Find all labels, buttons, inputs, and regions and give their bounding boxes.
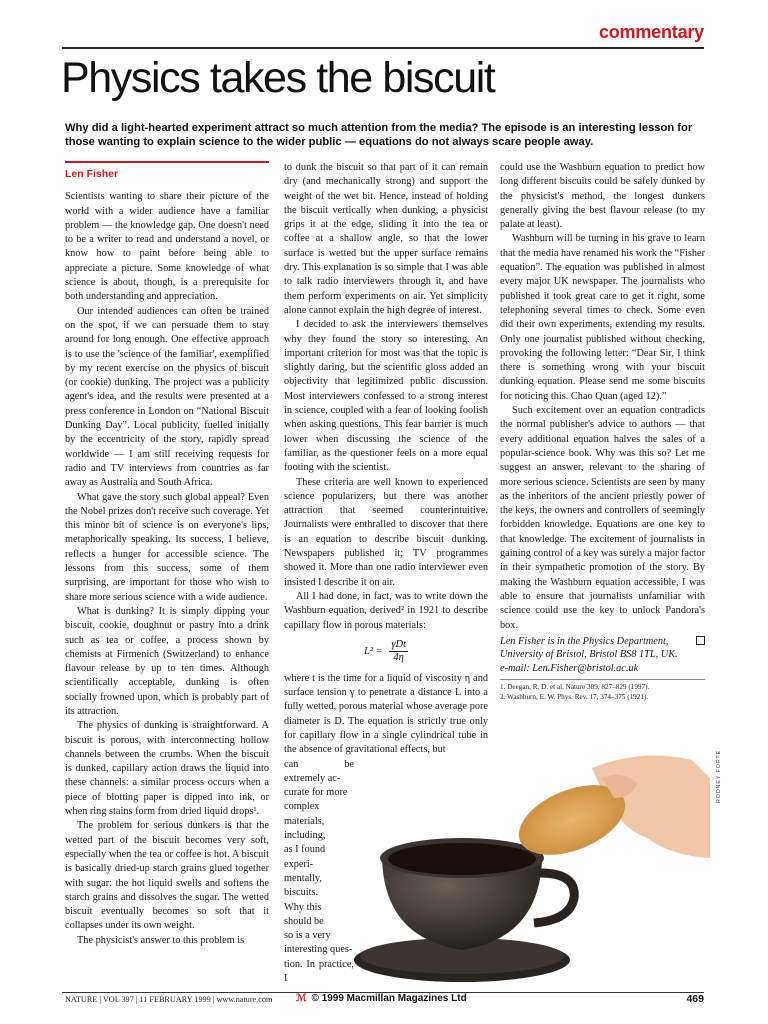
paragraph: could use the Washburn equation to predict how long different biscuits could be safely dunked by the physicist's method, the longest dunkers generally giving the best flavour release (to my palate at least). (500, 162, 705, 231)
reference-item: 2. Washburn, E. W. Phys. Rev. 17, 374–375 (1921). (500, 692, 649, 701)
wrap-line: tion. In practice, I (284, 958, 354, 985)
page-number: 469 (686, 993, 704, 1005)
paragraph: The physics of dunking is straightforward. A biscuit is porous, with interconnecting hollow channels between the crumbs. When the biscuit is dunked, capillary action draws the liquid into these channels: a similar process occurs when a piece of blotting paper is dipped into ink, or when ring stains form from dried liquid drops¹. (65, 720, 269, 818)
reference-item: 1. Deegan, R. D. et al. Nature 389, 827–829 (1997). (500, 683, 650, 692)
copyright (296, 993, 467, 1004)
author-email[interactable]: e-mail: Len.Fisher@bristol.ac.uk (500, 662, 639, 674)
paragraph: What is dunking? It is simply dipping your biscuit, cookie, doughnut or pastry into a drink such as tea or coffee, a process shown by chemists at Firmenich (Switzerland) to enhance flavour release by up to ten times. Although scientifically acceptable, dunking is often socially frowned upon, which is probably part of its attraction. (65, 605, 269, 717)
references (500, 679, 705, 702)
paragraph: to dunk the biscuit so that part of it can remain dry (and mechanically strong) and support the weight of the wet bit. Hence, instead of holding the biscuit vertically when dunking, a physicist grips it at the edge, sliding it into the tea or coffee at a shallow angle, so that the lower surface is wetted but the upper surface remains dry. This explanation is so simple that I was able to talk radio interviewers through it, and have them perform experiments on air. Yet simplicity alone cannot explain the high degree of interest. (284, 162, 488, 316)
equation-fraction (389, 639, 408, 664)
equation-numerator: γDt (391, 638, 406, 650)
article-title: Physics takes the biscuit (61, 54, 495, 102)
affiliation-line: Len Fisher is in the Physics Department, (500, 635, 669, 647)
column-3 (500, 161, 705, 702)
wrap-line: curate for more (284, 787, 348, 799)
paragraph: The physicist's answer to this problem is (77, 934, 245, 946)
copyright-text: © 1999 Macmillan Magazines Ltd (311, 993, 467, 1004)
wrap-line: should be (284, 915, 324, 927)
equation-lhs: L² = (364, 645, 383, 657)
author-name: Len Fisher (65, 168, 119, 180)
journal-info: NATURE | VOL 397 | 11 FEBRUARY 1999 | www.nature.com (65, 995, 273, 1004)
standfirst: Why did a light-hearted experiment attract so much attention from the media? The episode is an interesting lesson for those wanting to explain science to the wider public — equations do not always scare people away. (65, 122, 693, 148)
section-label: commentary (598, 22, 704, 42)
wrap-line: experi- (284, 858, 314, 870)
biscuit-dunking-photo (352, 738, 712, 986)
wrap-line: Why this (284, 901, 322, 913)
wrap-line: complex (284, 801, 320, 813)
paragraph: All I had done, in fact, was to write down the Washburn equation, derived² in 1921 to describe capillary flow in porous materials: (284, 590, 488, 631)
column-1 (65, 161, 269, 948)
wrap-line: materials, (284, 815, 325, 827)
wrap-line: including, (284, 830, 326, 842)
wrap-line: mentally, (284, 872, 322, 884)
wrap-line: so is a very (284, 930, 331, 942)
photo-credit: RODNEY FORTE (716, 750, 722, 804)
wrap-line: biscuits. (284, 887, 319, 899)
wrap-line: interesting ques- (284, 944, 353, 956)
paragraph: Scientists wanting to share their picture of the world with a wider audience have a familiar problem — the knowledge gap. One doesn't need to be a writer to read and understand a novel, or know how to paint before being able to appreciate a picture. Some knowledge of what science is about, though, is a prerequisite for both understanding and appreciation. (65, 191, 269, 303)
paragraph: What gave the story such global appeal? Even the Nobel prizes don't receive such coverage. Yet this minor bit of science is on everyone's lips, metaphorically speaking. Its success, I believe, reflects a hunger for accessible science. The lessons from this success, some of them surprising, are important for those who wish to share more serious science with a wide audience. (65, 491, 269, 603)
coffee-surface (388, 843, 536, 875)
affiliation-line: University of Bristol, Bristol BS8 1TL, UK. (500, 649, 678, 661)
top-rule (62, 47, 704, 49)
paragraph: where t is the time for a liquid of viscosity η and surface tension γ to penetrate a distance L into a fully wetted, porous material whose average pore diameter is D. The equation is strictly true only for capillary flow in a single cylindrical tube in the absence of gravitational effects, but (284, 672, 488, 756)
washburn-equation (284, 639, 488, 664)
wrap-line: can be extremely ac- (284, 758, 354, 784)
paragraph: Such excitement over an equation contradicts the normal publisher's advice to authors — that every additional equation halves the sales of a popular-science book. Why was this so? Let me suggest an answer, relevant to the sharing of more serious science. Scientists are seen by many as the inheritors of the ancient priestly power of the keys, the owners and controllers of seemingly forbidden knowledge. Equations are one key to that knowledge. The excitement of journalists in gaining control of a key was surely a major factor in their sympathetic promotion of the story. By making the Washburn equation accessible, I was able to ensure that journalists unfamiliar with science could use the key to unlock Pandora's box. (500, 405, 706, 631)
paragraph: Our intended audiences can often be trained on the spot, if we can persuade them to stay around for long enough. One effective approach is to use the 'science of the familiar', exemplified by my recent exercise on the physics of biscuit (or cookie) dunking. The project was a publicity agent's idea, and the results were presented at a press conference in London on “National Biscuit Dunking Day”. Local publicity, fuelled initially by the eccentricity of the story, rapidly spread worldwide — I am still receiving requests for radio and TV interviews from countries as far away as Australia and South Africa. (65, 305, 269, 489)
equation-denominator: 4η (393, 651, 404, 663)
author-affiliation (500, 635, 705, 676)
cup-handle (534, 873, 574, 923)
paragraph: The problem for serious dunkers is that the wetted part of the biscuit becomes very soft, especially when the tea or coffee is hot. A biscuit is basically dried-up starch grains glued together with sugar: the hot liquid swells and softens the starch grains and dissolves the sugar. The wetted biscuit eventually becomes so soft that it collapses under its own weight. (65, 820, 269, 932)
wrap-line: as I found (284, 844, 326, 856)
end-mark-icon (696, 636, 705, 645)
paragraph: Washburn will be turning in his grave to learn that the media have renamed his work the “Fisher equation”. The equation was published in almost every major UK newspaper. The journalists who published it took great care to get it right, some telephoning several times to check. Some even did their own experiments, extending my results. Only one journalist published without checking, provoking the following letter: “Dear Sir, I think there is something wrong with your biscuit dunking equation. Please send me some biscuits for noticing this. Chao Quan (aged 12).” (500, 233, 705, 402)
paragraph: I decided to ask the interviewers themselves why they found the story so interesting. An important criterion for most was that the topic is slightly daring, but the scientific gloss added an objectivity that legitimized public discussion. Most interviewers confessed to a strong interest in science, coupled with a fear of looking foolish when asking questions. This fear barrier is much lower when discussing the science of the familiar, as the questioner feels on a more equal footing with the scientist. (284, 319, 488, 474)
author-rule (65, 161, 269, 182)
publisher-logo-icon: ℳ (296, 993, 307, 1004)
paragraph: These criteria are well known to experienced science popularizers, but there was another attraction that seemed counterintuitive. Journalists were enthralled to discover that there is an equation to describe biscuit dunking. Newspapers published it; TV programmes showed it. More than one radio interviewer even insisted I describe it on air. (284, 476, 488, 588)
narrow-text-wrap (284, 758, 354, 987)
